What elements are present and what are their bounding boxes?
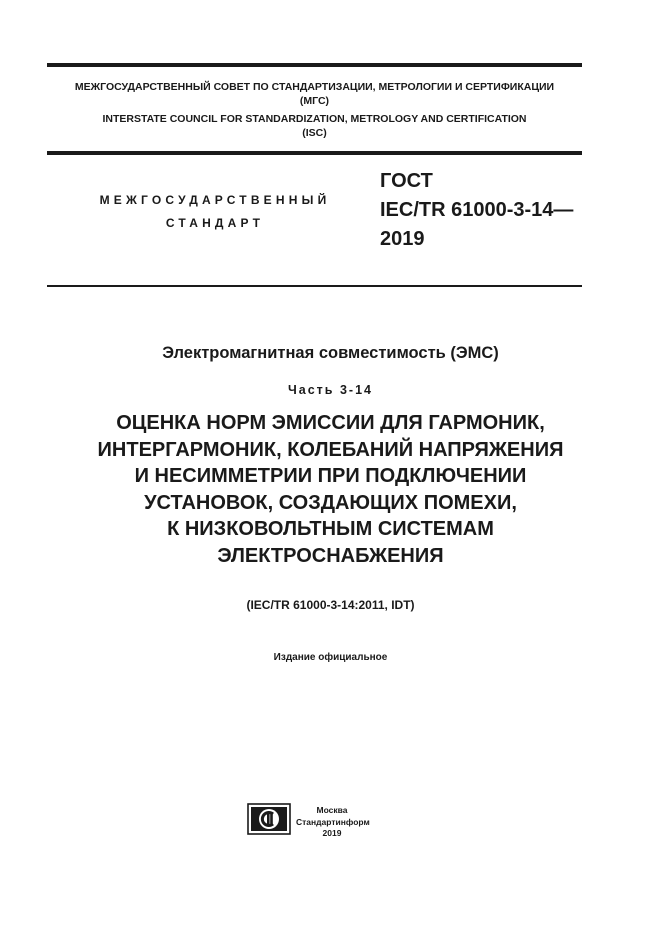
council-en-name: INTERSTATE COUNCIL FOR STANDARDIZATION, METROLOGY AND CERTIFICATION [102, 113, 527, 125]
code-rule [47, 285, 582, 287]
council-ru [47, 80, 582, 108]
main-title-line: ИНТЕРГАРМОНИК, КОЛЕБАНИЙ НАПРЯЖЕНИЯ [97, 438, 564, 461]
council-ru-abbr: (МГС) [299, 95, 330, 107]
publisher-name: Стандартинформ [296, 816, 370, 827]
standard-code-year: 2019 [380, 228, 425, 250]
main-title-line: ОЦЕНКА НОРМ ЭМИССИИ ДЛЯ ГАРМОНИК, [116, 412, 545, 434]
part-number: Часть 3-14 [288, 383, 373, 397]
top-rule [47, 63, 582, 67]
edition-note: Издание официальное [273, 652, 388, 663]
main-title-line: УСТАНОВОК, СОЗДАЮЩИХ ПОМЕХИ, [144, 491, 517, 514]
standard-type-line2: СТАНДАРТ [165, 216, 265, 230]
council-en [47, 112, 582, 140]
council-en-abbr: (ISC) [302, 127, 327, 139]
standard-code-gost: ГОСТ [380, 170, 433, 192]
standard-code-number: IEC/TR 61000-3-14— [380, 199, 574, 221]
header-rule [47, 151, 582, 155]
standartinform-logo-icon [247, 803, 291, 835]
publisher-imprint [296, 805, 368, 840]
main-title-line: К НИЗКОВОЛЬТНЫМ СИСТЕМАМ [167, 518, 494, 540]
main-title-line: И НЕСИММЕТРИИ ПРИ ПОДКЛЮЧЕНИИ [134, 465, 527, 487]
standard-type-label [80, 189, 350, 235]
standard-type-line1: МЕЖГОСУДАРСТВЕННЫЙ [99, 193, 331, 207]
iec-reference: (IEC/TR 61000-3-14:2011, IDT) [246, 598, 415, 612]
series-title: Электромагнитная совместимость (ЭМС) [162, 344, 499, 362]
standard-code [380, 167, 620, 254]
council-ru-name: МЕЖГОСУДАРСТВЕННЫЙ СОВЕТ ПО СТАНДАРТИЗАЦИИ, МЕТРОЛОГИИ И СЕРТИФИКАЦИИ [74, 81, 555, 93]
publisher-city: Москва [316, 805, 348, 815]
publisher-year: 2019 [322, 828, 342, 838]
main-title-line: ЭЛЕКТРОСНАБЖЕНИЯ [217, 544, 444, 567]
main-title [47, 410, 614, 569]
